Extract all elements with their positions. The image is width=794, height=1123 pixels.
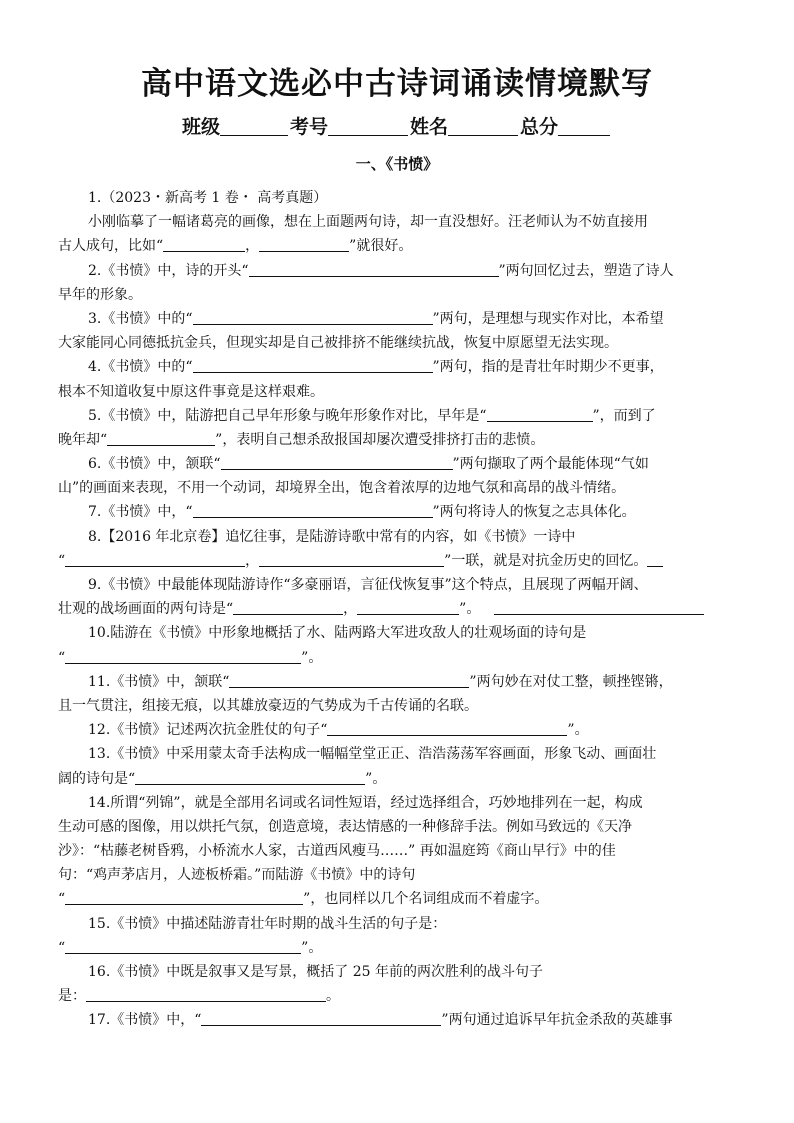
answer-blank[interactable]	[494, 599, 704, 615]
name-blank[interactable]	[448, 117, 518, 136]
answer-blank[interactable]	[249, 261, 499, 277]
question-8-line-2: “ ， ”一联，就是对抗金历史的回忆。	[58, 549, 736, 573]
answer-blank[interactable]	[193, 502, 433, 518]
question-6-line-2: 山”的画面来表现，不用一个动词，却境界全出，饱含着浓厚的边地气氛和高昂的战斗情绪。	[58, 480, 626, 497]
question-5-line-2: 晚年却“ ”，表明自己想杀敌报国却屡次遭受排挤打击的悲愤。	[58, 431, 545, 448]
question-17-line-1: 17.《书愤》中，“ ”两句通过追诉早年抗金杀敌的英雄事	[88, 1012, 673, 1029]
question-15-line-2: “ ”。	[58, 939, 323, 956]
question-10-line-1: 10.陆游在《书愤》中形象地概括了水、陆两路大军进攻敌人的壮观场面的诗句是	[88, 625, 587, 642]
answer-blank[interactable]	[135, 769, 365, 785]
question-1-line-2: 小刚临摹了一幅诸葛亮的画像，想在上面题两句诗，却一直没想好。汪老师认为不妨直接用	[88, 214, 648, 231]
question-list	[58, 186, 736, 1033]
question-12-line-1: 12.《书愤》记述两次抗金胜仗的句子“ ”。	[88, 722, 589, 739]
question-1-line-3: 古人成句，比如“ ， ”就很好。	[58, 238, 413, 255]
question-16-line-1: 16.《书愤》中既是叙事又是写景，概括了 25 年前的两次胜利的战斗句子	[88, 964, 543, 980]
name-label: 姓名	[410, 116, 449, 138]
class-label: 班级	[181, 116, 220, 138]
question-2-line-2: 早年的形象。	[58, 286, 142, 303]
question-14-line-2: 生动可感的图像，用以烘托气氛，创造意境，表达情感的一种修辞手法。例如马致远的《天净	[58, 818, 632, 835]
answer-blank[interactable]	[65, 889, 303, 905]
number-label: 考号	[289, 116, 328, 138]
question-10-line-2: “ ”。	[58, 649, 323, 666]
answer-blank[interactable]	[259, 551, 444, 567]
answer-blank[interactable]	[86, 986, 326, 1002]
question-4-line-2: 根本不知道收复中原这件事竟是这样艰难。	[58, 383, 324, 400]
answer-blank[interactable]	[259, 236, 349, 252]
question-14-line-3: 沙》：“枯藤老树昏鸦，小桥流水人家，古道西风瘦马……” 再如温庭筠《商山早行》中的佳	[58, 843, 616, 860]
question-14-line-1: 14.所谓“列锦”，就是全部用名词或名词性短语，经过选择组合，巧妙地排列在一起，构成	[88, 794, 643, 811]
question-9-line-1: 9.《书愤》中最能体现陆游诗作“多豪丽语，言征伐恢复事”这个特点，且展现了两幅开阔、	[88, 577, 648, 593]
score-blank[interactable]	[558, 117, 610, 136]
section-title: 一、《书愤》	[355, 155, 439, 173]
question-1-line-1: 1.（2023・新高考 1 卷・ 高考真题）	[88, 190, 328, 206]
question-4-line-1: 4.《书愤》中的“ ”两句，指的是青壮年时期少不更事，	[88, 359, 664, 376]
answer-blank[interactable]	[65, 551, 245, 567]
question-6-line-1: 6.《书愤》中，颔联“ ”两句撷取了两个最能体现“气如	[88, 456, 649, 473]
question-14-line-5: “ ”，也同样以几个名词组成而不着虚字。	[58, 891, 549, 908]
question-8-line-1: 8.【2016 年北京卷】追忆往事，是陆游诗歌中常有的内容，如《书愤》一诗中	[88, 528, 576, 545]
question-16-line-2: 是： 。	[58, 988, 340, 1005]
question-14-line-4: 句：“鸡声茅店月，人迹板桥霜。”而陆游《书愤》中的诗句	[58, 867, 416, 884]
question-11-line-2: 且一气贯注，组接无痕，以其雄放豪迈的气势成为千古传诵的名联。	[58, 697, 478, 714]
question-2-line-1: 2.《书愤》中，诗的开头“ ”两句回忆过去，塑造了诗人	[88, 262, 674, 279]
answer-blank[interactable]	[107, 430, 215, 446]
answer-blank[interactable]	[65, 938, 301, 954]
answer-blank[interactable]	[201, 1010, 441, 1026]
answer-blank[interactable]	[647, 551, 663, 567]
answer-blank[interactable]	[221, 454, 453, 470]
question-13-line-2: 阔的诗句是“ ”。	[58, 770, 387, 787]
question-3-line-1: 3.《书愤》中的“ ”两句，是理想与现实作对比，本希望	[88, 310, 664, 327]
answer-blank[interactable]	[163, 236, 245, 252]
page-title: 高中语文选必中古诗词诵读情境默写	[141, 66, 653, 102]
answer-blank[interactable]	[357, 599, 459, 615]
question-3-line-2: 大家能同心同德抵抗金兵，但现实却是自己被排挤不能继续抗战，恢复中原愿望无法实现。	[58, 335, 618, 352]
score-label: 总分	[520, 116, 559, 138]
question-9-line-2: 壮观的战场画面的两句诗是“ ， ”。	[58, 597, 736, 621]
answer-blank[interactable]	[65, 648, 301, 664]
question-13-line-1: 13.《书愤》中采用蒙太奇手法构成一幅幅堂堂正正、浩浩荡荡军容画面，形象飞动、画面壮	[88, 746, 657, 763]
answer-blank[interactable]	[327, 720, 567, 736]
answer-blank[interactable]	[193, 309, 433, 325]
student-info-fields	[0, 112, 794, 139]
answer-blank[interactable]	[487, 406, 593, 422]
question-15-line-1: 15.《书愤》中描述陆游青壮年时期的战斗生活的句子是：	[88, 915, 447, 932]
question-11-line-1: 11.《书愤》中，颔联“ ”两句妙在对仗工整，顿挫铿锵，	[88, 673, 673, 690]
answer-blank[interactable]	[229, 672, 469, 688]
answer-blank[interactable]	[233, 599, 343, 615]
class-blank[interactable]	[220, 117, 288, 136]
answer-blank[interactable]	[193, 357, 433, 373]
question-7-line-1: 7.《书愤》中，“ ”两句将诗人的恢复之志具体化。	[88, 504, 636, 521]
question-5-line-1: 5.《书愤》中，陆游把自己早年形象与晚年形象作对比，早年是“ ”，而到了	[88, 407, 656, 424]
number-blank[interactable]	[328, 117, 408, 136]
